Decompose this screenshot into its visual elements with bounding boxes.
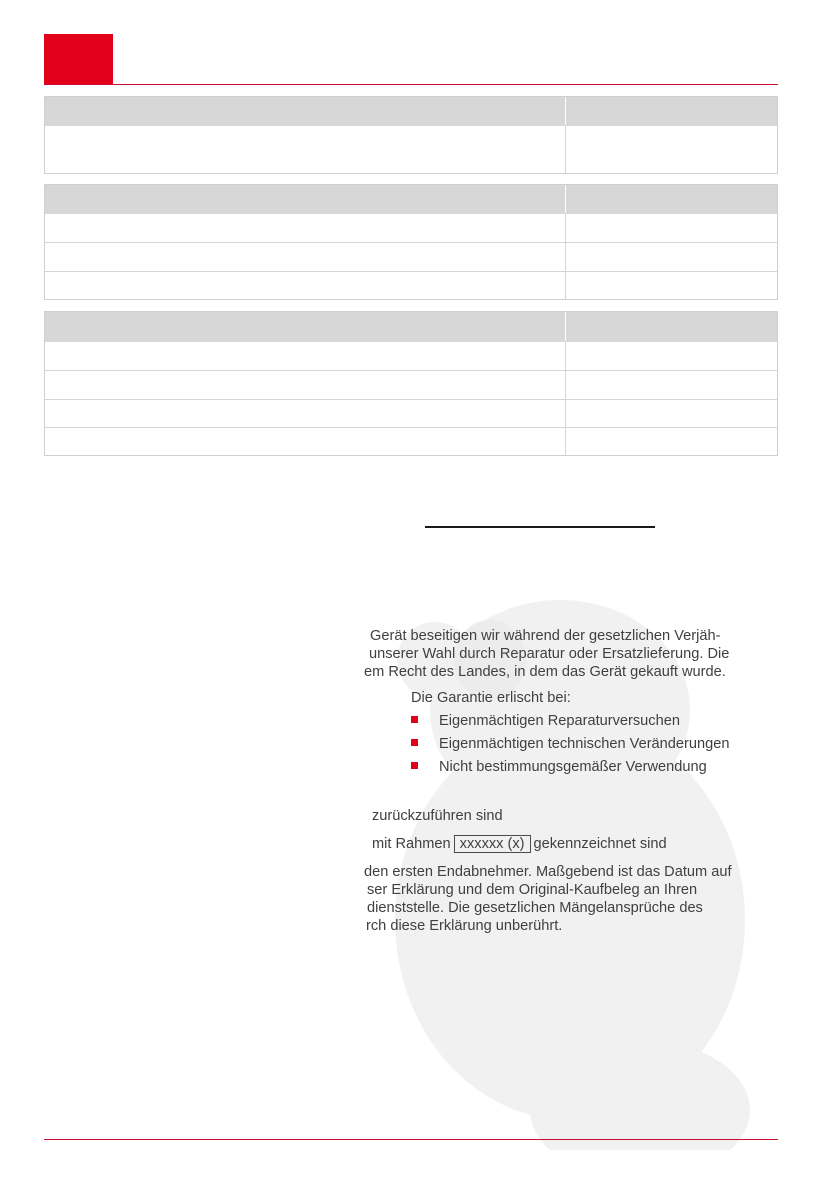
closing-text-line: rch diese Erklärung unberührt. <box>366 918 563 934</box>
warranty-text-line: em Recht des Landes, in dem das Gerät gekauft wurde. <box>364 664 726 680</box>
expiry-item: Nicht bestimmungsgemäßer Verwendung <box>439 759 707 775</box>
exclusion-frame-line <box>372 835 667 853</box>
table-cell <box>45 428 566 455</box>
warranty-text-line: unserer Wahl durch Reparatur oder Ersatzlieferung. Die <box>369 646 730 662</box>
spec-table-1 <box>44 96 778 174</box>
closing-text-line: dienststelle. Die gesetzlichen Mängelansprüche des <box>367 900 703 916</box>
table-cell <box>45 243 566 271</box>
spec-table-3 <box>44 311 778 456</box>
table-cell <box>45 214 566 242</box>
bullet-icon <box>411 739 418 746</box>
spec-table-2 <box>44 184 778 300</box>
table-cell <box>45 400 566 427</box>
table-header-cell <box>45 185 566 213</box>
bullet-icon <box>411 716 418 723</box>
table-header-cell <box>45 97 566 125</box>
header-rule <box>44 84 778 85</box>
table-row <box>45 213 777 242</box>
table-header-row <box>45 312 777 341</box>
footer-rule <box>44 1139 778 1140</box>
table-header-cell <box>566 185 777 213</box>
frame-sample: xxxxxx (x) <box>454 835 531 853</box>
table-cell <box>45 126 566 173</box>
bullet-icon <box>411 762 418 769</box>
table-cell <box>45 272 566 299</box>
table-row <box>45 399 777 427</box>
table-cell <box>566 272 777 299</box>
table-header-cell <box>566 97 777 125</box>
exclusion-line: zurückzuführen sind <box>372 808 503 824</box>
table-row <box>45 341 777 370</box>
table-row <box>45 370 777 399</box>
brand-color-block <box>44 34 113 84</box>
table-row <box>45 125 777 173</box>
table-header-row <box>45 97 777 125</box>
expiry-intro: Die Garantie erlischt bei: <box>411 690 571 706</box>
closing-text-line: ser Erklärung und dem Original-Kaufbeleg an Ihren <box>367 882 698 898</box>
signature-line <box>425 526 655 528</box>
closing-text-line: den ersten Endabnehmer. Maßgebend ist das Datum auf <box>364 864 732 880</box>
table-cell <box>45 371 566 399</box>
table-cell <box>566 126 777 173</box>
table-cell <box>566 400 777 427</box>
table-row <box>45 427 777 455</box>
table-header-cell <box>45 312 566 341</box>
table-cell <box>566 214 777 242</box>
warranty-text-line: Gerät beseitigen wir während der gesetzlichen Verjäh- <box>370 628 721 644</box>
table-cell <box>566 371 777 399</box>
table-cell <box>566 243 777 271</box>
expiry-item: Eigenmächtigen Reparaturversuchen <box>439 713 680 729</box>
table-row <box>45 242 777 271</box>
table-cell <box>566 428 777 455</box>
table-cell <box>45 342 566 370</box>
exclusion-prefix: mit Rahmen <box>372 836 451 852</box>
exclusion-suffix: gekennzeichnet sind <box>533 836 667 852</box>
table-header-row <box>45 185 777 213</box>
table-row <box>45 271 777 299</box>
table-header-cell <box>566 312 777 341</box>
expiry-item: Eigenmächtigen technischen Veränderungen <box>439 736 730 752</box>
table-cell <box>566 342 777 370</box>
